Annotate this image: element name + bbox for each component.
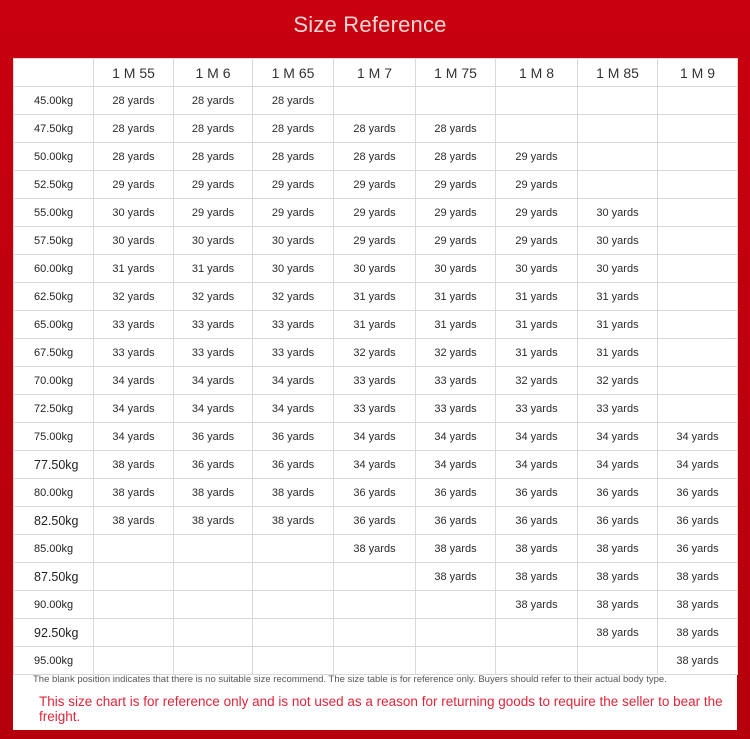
table-row: [14, 227, 738, 255]
size-cell: 38 yards: [94, 507, 174, 535]
size-cell: 38 yards: [94, 451, 174, 479]
size-cell: [334, 619, 416, 647]
weight-cell: 95.00kg: [14, 647, 94, 675]
size-cell: 30 yards: [578, 227, 658, 255]
size-cell: 38 yards: [416, 563, 496, 591]
size-cell: [658, 143, 738, 171]
size-cell: 36 yards: [496, 479, 578, 507]
size-cell: 33 yards: [253, 339, 334, 367]
size-cell: 34 yards: [658, 423, 738, 451]
size-cell: 36 yards: [496, 507, 578, 535]
size-cell: [416, 647, 496, 675]
size-cell: 30 yards: [253, 227, 334, 255]
height-column-header: 1 M 6: [174, 59, 253, 87]
size-cell: [174, 563, 253, 591]
size-cell: 33 yards: [174, 339, 253, 367]
size-cell: 36 yards: [334, 479, 416, 507]
table-row: [14, 199, 738, 227]
size-cell: 30 yards: [578, 255, 658, 283]
size-cell: 31 yards: [416, 283, 496, 311]
size-cell: 33 yards: [94, 311, 174, 339]
size-cell: 31 yards: [496, 283, 578, 311]
page-title: Size Reference: [293, 12, 447, 37]
size-cell: 29 yards: [496, 143, 578, 171]
size-cell: [174, 535, 253, 563]
size-cell: 33 yards: [334, 395, 416, 423]
weight-cell: 57.50kg: [14, 227, 94, 255]
size-cell: 31 yards: [496, 311, 578, 339]
size-cell: 34 yards: [416, 423, 496, 451]
size-cell: 36 yards: [253, 423, 334, 451]
size-cell: 33 yards: [416, 395, 496, 423]
size-cell: 29 yards: [174, 199, 253, 227]
size-cell: 32 yards: [174, 283, 253, 311]
table-row: [14, 619, 738, 647]
size-cell: 34 yards: [253, 395, 334, 423]
size-cell: 34 yards: [94, 395, 174, 423]
size-cell: [253, 563, 334, 591]
size-cell: 34 yards: [174, 367, 253, 395]
size-cell: [416, 591, 496, 619]
size-cell: 30 yards: [174, 227, 253, 255]
size-cell: 29 yards: [416, 227, 496, 255]
weight-cell: 82.50kg: [14, 507, 94, 535]
size-cell: 38 yards: [578, 619, 658, 647]
height-column-header: 1 M 55: [94, 59, 174, 87]
weight-cell: 50.00kg: [14, 143, 94, 171]
size-table-panel: [13, 58, 737, 730]
size-cell: 33 yards: [174, 311, 253, 339]
weight-cell: 70.00kg: [14, 367, 94, 395]
height-column-header: 1 M 8: [496, 59, 578, 87]
table-row: [14, 479, 738, 507]
size-cell: 29 yards: [496, 171, 578, 199]
size-cell: [578, 87, 658, 115]
size-cell: [174, 647, 253, 675]
size-cell: [658, 311, 738, 339]
size-cell: 29 yards: [334, 199, 416, 227]
size-cell: 32 yards: [253, 283, 334, 311]
size-cell: 30 yards: [578, 199, 658, 227]
size-cell: 38 yards: [416, 535, 496, 563]
size-cell: 36 yards: [578, 507, 658, 535]
size-cell: 33 yards: [416, 367, 496, 395]
table-row: [14, 395, 738, 423]
size-cell: [658, 199, 738, 227]
size-cell: 28 yards: [334, 143, 416, 171]
size-cell: [496, 647, 578, 675]
size-cell: 31 yards: [416, 311, 496, 339]
size-cell: 38 yards: [658, 591, 738, 619]
size-cell: 34 yards: [334, 423, 416, 451]
size-cell: [174, 619, 253, 647]
size-cell: [496, 87, 578, 115]
size-cell: 29 yards: [334, 171, 416, 199]
size-cell: [658, 339, 738, 367]
size-cell: [94, 563, 174, 591]
size-cell: [416, 619, 496, 647]
size-cell: 31 yards: [334, 283, 416, 311]
size-cell: [658, 367, 738, 395]
size-cell: 33 yards: [578, 395, 658, 423]
height-column-header: 1 M 9: [658, 59, 738, 87]
size-cell: 32 yards: [94, 283, 174, 311]
size-cell: 38 yards: [253, 507, 334, 535]
size-cell: 28 yards: [334, 115, 416, 143]
size-cell: [94, 591, 174, 619]
size-cell: 36 yards: [334, 507, 416, 535]
size-cell: 34 yards: [658, 451, 738, 479]
size-cell: 38 yards: [658, 647, 738, 675]
size-cell: 36 yards: [174, 423, 253, 451]
size-cell: 36 yards: [416, 479, 496, 507]
size-cell: 38 yards: [253, 479, 334, 507]
table-row: [14, 143, 738, 171]
size-cell: 30 yards: [253, 255, 334, 283]
size-cell: 28 yards: [253, 115, 334, 143]
weight-cell: 45.00kg: [14, 87, 94, 115]
size-cell: 36 yards: [578, 479, 658, 507]
size-cell: 38 yards: [658, 619, 738, 647]
size-cell: [334, 87, 416, 115]
size-cell: 34 yards: [94, 423, 174, 451]
header-corner-cell: [14, 59, 94, 87]
size-cell: 34 yards: [578, 451, 658, 479]
weight-cell: 87.50kg: [14, 563, 94, 591]
weight-cell: 92.50kg: [14, 619, 94, 647]
size-cell: 36 yards: [658, 535, 738, 563]
size-cell: 36 yards: [658, 507, 738, 535]
size-cell: 28 yards: [94, 115, 174, 143]
size-cell: [658, 395, 738, 423]
size-cell: 32 yards: [578, 367, 658, 395]
size-cell: 29 yards: [496, 199, 578, 227]
table-row: [14, 423, 738, 451]
size-cell: 34 yards: [496, 451, 578, 479]
size-cell: [496, 619, 578, 647]
size-cell: 38 yards: [174, 479, 253, 507]
height-column-header: 1 M 65: [253, 59, 334, 87]
footnote: The blank position indicates that there is no suitable size recommend. The size table is for reference only. Buyers should refer to their actual body type.: [33, 674, 667, 685]
size-cell: 32 yards: [416, 339, 496, 367]
table-row: [14, 451, 738, 479]
size-cell: 30 yards: [94, 227, 174, 255]
size-cell: 28 yards: [253, 87, 334, 115]
size-cell: 28 yards: [94, 87, 174, 115]
size-cell: 38 yards: [496, 563, 578, 591]
size-cell: 29 yards: [253, 171, 334, 199]
weight-cell: 65.00kg: [14, 311, 94, 339]
size-cell: 29 yards: [496, 227, 578, 255]
size-cell: 36 yards: [174, 451, 253, 479]
table-row: [14, 339, 738, 367]
size-cell: 28 yards: [174, 115, 253, 143]
size-cell: 38 yards: [334, 535, 416, 563]
size-cell: [94, 647, 174, 675]
size-cell: 28 yards: [94, 143, 174, 171]
size-cell: [334, 591, 416, 619]
table-row: [14, 367, 738, 395]
weight-cell: 60.00kg: [14, 255, 94, 283]
size-cell: 29 yards: [334, 227, 416, 255]
size-cell: 34 yards: [174, 395, 253, 423]
size-cell: 28 yards: [416, 115, 496, 143]
weight-cell: 67.50kg: [14, 339, 94, 367]
size-cell: 29 yards: [416, 171, 496, 199]
size-cell: 34 yards: [253, 367, 334, 395]
size-cell: [658, 227, 738, 255]
size-cell: [253, 647, 334, 675]
size-cell: 38 yards: [94, 479, 174, 507]
size-cell: 31 yards: [578, 283, 658, 311]
size-cell: 28 yards: [253, 143, 334, 171]
size-cell: 38 yards: [578, 535, 658, 563]
table-row: [14, 87, 738, 115]
size-cell: [334, 563, 416, 591]
size-cell: [578, 115, 658, 143]
size-cell: 34 yards: [334, 451, 416, 479]
table-row: [14, 171, 738, 199]
size-cell: 31 yards: [174, 255, 253, 283]
disclaimer: This size chart is for reference only and is not used as a reason for returning goods to require the seller to bear the freight.: [39, 694, 723, 724]
size-cell: 38 yards: [658, 563, 738, 591]
weight-cell: 80.00kg: [14, 479, 94, 507]
table-row: [14, 115, 738, 143]
size-cell: 34 yards: [496, 423, 578, 451]
size-cell: 31 yards: [496, 339, 578, 367]
size-cell: 29 yards: [94, 171, 174, 199]
weight-cell: 90.00kg: [14, 591, 94, 619]
size-cell: [416, 87, 496, 115]
size-cell: [578, 143, 658, 171]
size-cell: 33 yards: [253, 311, 334, 339]
weight-cell: 62.50kg: [14, 283, 94, 311]
size-cell: 32 yards: [496, 367, 578, 395]
table-row: [14, 507, 738, 535]
size-cell: [658, 171, 738, 199]
size-cell: 36 yards: [253, 451, 334, 479]
size-cell: [658, 255, 738, 283]
height-column-header: 1 M 7: [334, 59, 416, 87]
weight-cell: 75.00kg: [14, 423, 94, 451]
size-cell: [658, 87, 738, 115]
height-column-header: 1 M 85: [578, 59, 658, 87]
weight-cell: 55.00kg: [14, 199, 94, 227]
height-column-header: 1 M 75: [416, 59, 496, 87]
size-cell: [578, 647, 658, 675]
weight-cell: 72.50kg: [14, 395, 94, 423]
size-cell: 28 yards: [416, 143, 496, 171]
size-cell: [334, 647, 416, 675]
table-row: [14, 311, 738, 339]
table-row: [14, 591, 738, 619]
size-cell: [94, 619, 174, 647]
size-cell: 33 yards: [496, 395, 578, 423]
size-cell: 28 yards: [174, 87, 253, 115]
size-cell: 30 yards: [334, 255, 416, 283]
size-cell: 28 yards: [174, 143, 253, 171]
size-cell: 29 yards: [416, 199, 496, 227]
size-cell: 38 yards: [174, 507, 253, 535]
table-header-row: [14, 59, 738, 87]
table-row: [14, 535, 738, 563]
size-cell: 30 yards: [416, 255, 496, 283]
size-cell: [94, 535, 174, 563]
table-row: [14, 563, 738, 591]
size-cell: [578, 171, 658, 199]
size-cell: 36 yards: [416, 507, 496, 535]
size-cell: 31 yards: [578, 339, 658, 367]
size-cell: 33 yards: [94, 339, 174, 367]
size-cell: 34 yards: [578, 423, 658, 451]
size-cell: 38 yards: [496, 591, 578, 619]
size-cell: [253, 619, 334, 647]
size-cell: 30 yards: [496, 255, 578, 283]
table-row: [14, 283, 738, 311]
size-cell: 31 yards: [94, 255, 174, 283]
weight-cell: 85.00kg: [14, 535, 94, 563]
table-row: [14, 647, 738, 675]
size-cell: [658, 283, 738, 311]
size-cell: [253, 591, 334, 619]
size-cell: 34 yards: [94, 367, 174, 395]
size-cell: 32 yards: [334, 339, 416, 367]
size-cell: [658, 115, 738, 143]
size-cell: 33 yards: [334, 367, 416, 395]
size-cell: [174, 591, 253, 619]
size-cell: 38 yards: [578, 563, 658, 591]
size-cell: 30 yards: [94, 199, 174, 227]
size-cell: 38 yards: [496, 535, 578, 563]
size-cell: 34 yards: [416, 451, 496, 479]
size-cell: [253, 535, 334, 563]
size-cell: [496, 115, 578, 143]
weight-cell: 52.50kg: [14, 171, 94, 199]
size-cell: 36 yards: [658, 479, 738, 507]
size-cell: 38 yards: [578, 591, 658, 619]
size-cell: 29 yards: [174, 171, 253, 199]
size-cell: 29 yards: [253, 199, 334, 227]
size-cell: 31 yards: [578, 311, 658, 339]
size-table: [13, 58, 738, 675]
weight-cell: 77.50kg: [14, 451, 94, 479]
table-row: [14, 255, 738, 283]
weight-cell: 47.50kg: [14, 115, 94, 143]
size-cell: 31 yards: [334, 311, 416, 339]
